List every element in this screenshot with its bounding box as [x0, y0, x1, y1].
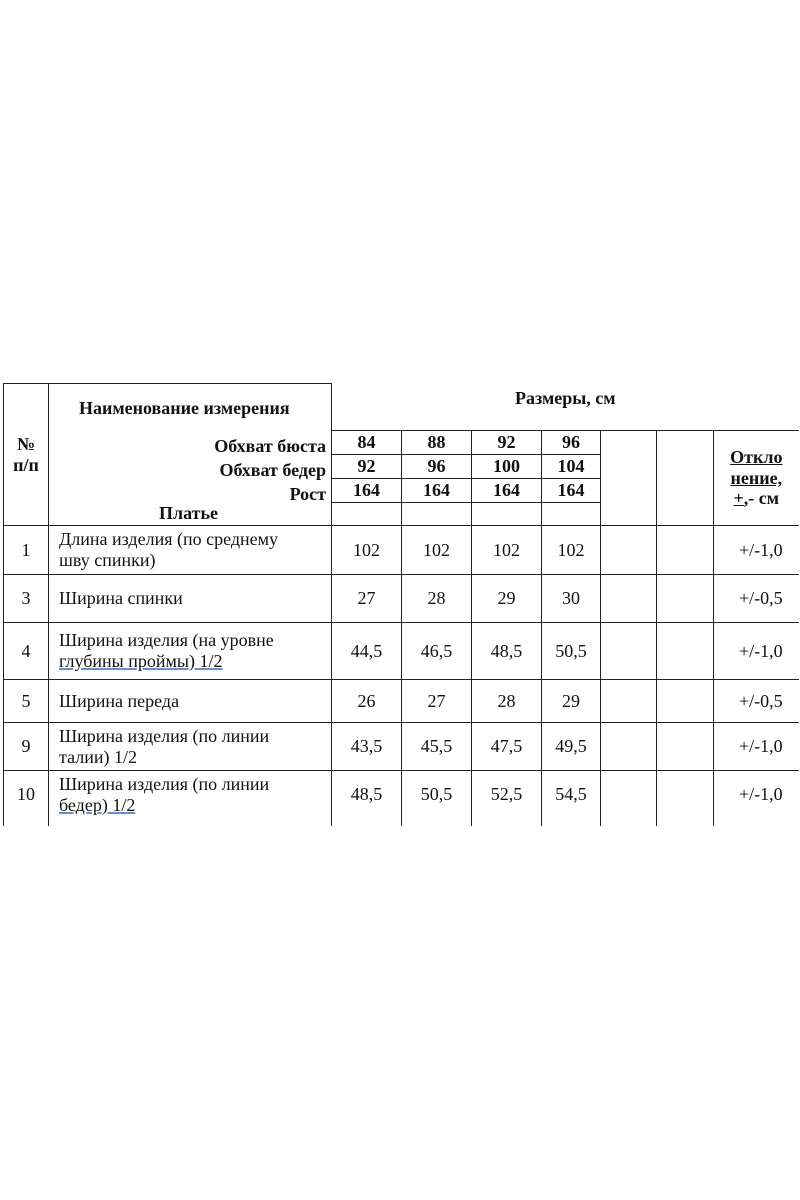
- row-number: 9: [4, 723, 49, 771]
- deviation-plus: +: [733, 488, 744, 509]
- row-number: 4: [4, 623, 49, 680]
- table-row: [4, 723, 799, 771]
- table-continuation-ticks: [3, 818, 798, 826]
- value-cell: 102: [472, 526, 542, 575]
- hips-label: Обхват бедер: [219, 460, 326, 480]
- value-cell: 54,5: [542, 771, 601, 819]
- empty-cell: [601, 771, 657, 819]
- deviation-value: +/-0,5: [714, 575, 799, 623]
- empty-cell: [402, 503, 472, 526]
- empty-cell: [601, 723, 657, 771]
- value-cell: 43,5: [332, 723, 402, 771]
- empty-cell: [542, 503, 601, 526]
- num-label-line1: №: [16, 433, 36, 454]
- measurement-name: [49, 623, 332, 680]
- value-cell: 30: [542, 575, 601, 623]
- table-row: [4, 771, 799, 819]
- table-row: [4, 680, 799, 723]
- name-line: шву спинки): [59, 550, 156, 570]
- row-number: 1: [4, 526, 49, 575]
- deviation-header: [714, 431, 799, 526]
- name-line: Ширина изделия (по линии: [59, 725, 270, 746]
- name-line: Ширина изделия (на уровне: [59, 630, 274, 651]
- bust-label: Обхват бюста: [214, 436, 326, 456]
- hips-size: 96: [402, 455, 472, 479]
- value-cell: 27: [402, 680, 472, 723]
- value-cell: 44,5: [332, 623, 402, 680]
- table-row: [4, 575, 799, 623]
- row-number: 10: [4, 771, 49, 819]
- empty-cell: [472, 503, 542, 526]
- bust-size: 92: [472, 431, 542, 455]
- empty-cell: [601, 623, 657, 680]
- sizes-title: Размеры, см: [332, 384, 799, 431]
- value-cell: 28: [472, 680, 542, 723]
- deviation-line3: [714, 488, 799, 509]
- value-cell: 102: [542, 526, 601, 575]
- row-number: 5: [4, 680, 49, 723]
- hips-size: 92: [332, 455, 402, 479]
- height-size: 164: [402, 479, 472, 503]
- num-label-line2: п/п: [13, 454, 39, 475]
- value-cell: 45,5: [402, 723, 472, 771]
- bust-size: 88: [402, 431, 472, 455]
- measurement-name: [49, 771, 332, 819]
- hips-size: 104: [542, 455, 601, 479]
- empty-cell: [657, 723, 714, 771]
- measurement-name: [49, 723, 332, 771]
- name-line: Длина изделия (по среднему: [59, 529, 279, 550]
- empty-cell: [657, 680, 714, 723]
- empty-size-column: [657, 431, 714, 526]
- deviation-unit: ,- см: [743, 488, 780, 509]
- value-cell: 102: [402, 526, 472, 575]
- deviation-value: +/-1,0: [714, 623, 799, 680]
- empty-cell: [657, 771, 714, 819]
- value-cell: 27: [332, 575, 402, 623]
- value-cell: 47,5: [472, 723, 542, 771]
- name-line: бедер) 1/2: [59, 794, 136, 815]
- name-line: Ширина изделия (по линии: [59, 774, 270, 795]
- value-cell: 50,5: [402, 771, 472, 819]
- measurement-title: Наименование измерения: [79, 398, 290, 418]
- empty-cell: [601, 575, 657, 623]
- measurement-header: [49, 384, 332, 526]
- height-size: 164: [472, 479, 542, 503]
- value-cell: 50,5: [542, 623, 601, 680]
- deviation-value: +/-0,5: [714, 680, 799, 723]
- deviation-value: +/-1,0: [714, 771, 799, 819]
- height-size: 164: [332, 479, 402, 503]
- size-chart-table: [3, 383, 799, 819]
- value-cell: 28: [402, 575, 472, 623]
- bust-size: 96: [542, 431, 601, 455]
- empty-cell: [332, 503, 402, 526]
- measurement-name: Ширина спинки: [49, 575, 332, 623]
- table-row: [4, 526, 799, 575]
- deviation-line2: нение,: [730, 467, 783, 488]
- deviation-value: +/-1,0: [714, 723, 799, 771]
- row-number-header: [4, 384, 49, 526]
- value-cell: 46,5: [402, 623, 472, 680]
- product-label: Платье: [159, 503, 218, 524]
- empty-cell: [657, 526, 714, 575]
- table-row: [4, 623, 799, 680]
- name-line: талии) 1/2: [59, 746, 137, 767]
- measurement-name: [49, 526, 332, 575]
- empty-cell: [657, 575, 714, 623]
- empty-cell: [601, 526, 657, 575]
- height-label: Рост: [289, 484, 326, 504]
- value-cell: 48,5: [472, 623, 542, 680]
- measurement-name: Ширина переда: [49, 680, 332, 723]
- value-cell: 48,5: [332, 771, 402, 819]
- row-number: 3: [4, 575, 49, 623]
- value-cell: 29: [472, 575, 542, 623]
- value-cell: 29: [542, 680, 601, 723]
- hips-size: 100: [472, 455, 542, 479]
- value-cell: 102: [332, 526, 402, 575]
- empty-cell: [657, 623, 714, 680]
- deviation-value: +/-1,0: [714, 526, 799, 575]
- height-size: 164: [542, 479, 601, 503]
- bust-size: 84: [332, 431, 402, 455]
- deviation-line1: Откло: [730, 446, 783, 467]
- empty-size-column: [601, 431, 657, 526]
- value-cell: 49,5: [542, 723, 601, 771]
- value-cell: 26: [332, 680, 402, 723]
- name-line: глубины проймы) 1/2: [59, 651, 223, 671]
- value-cell: 52,5: [472, 771, 542, 819]
- empty-cell: [601, 680, 657, 723]
